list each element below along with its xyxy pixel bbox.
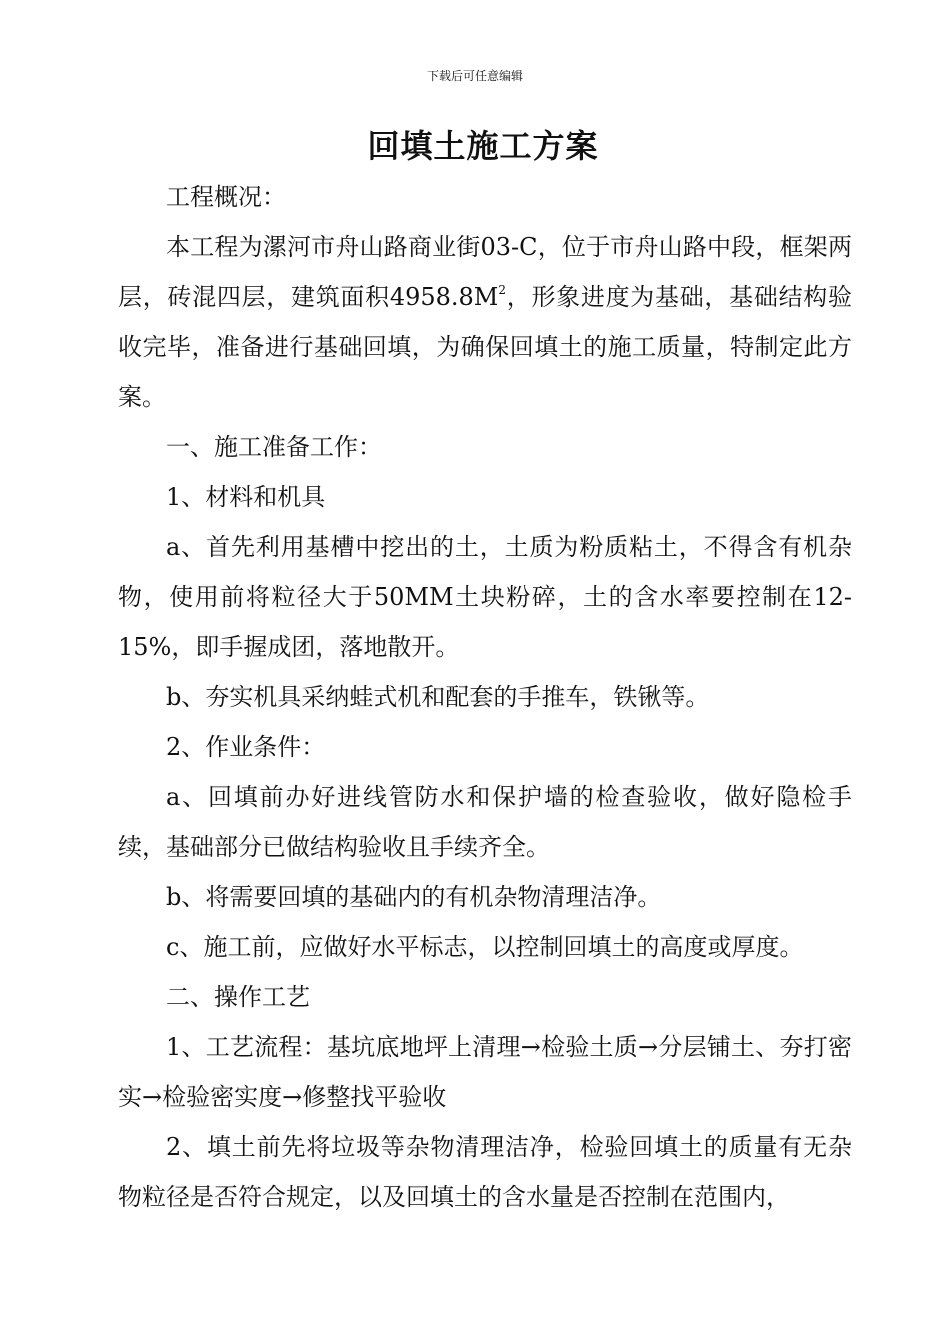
overview-text-a: 本工程为漯河市舟山路商业街03-C，位于市舟山路中段，框架两层，砖混四层，建筑面积4958.8M	[118, 233, 852, 311]
document-title: 回填土施工方案	[367, 127, 599, 165]
s1-item2-b: b、将需要回填的基础内的有机杂物清理洁净。	[166, 883, 662, 911]
s1-item1-a: a、首先利用基槽中挖出的土，土质为粉质粘土，不得含有机杂物，使用前将粒径大于50MM土块粉碎，土的含水率要控制在12-15%，即手握成团，落地散开。	[118, 533, 852, 661]
s1-item2-heading: 2、作业条件：	[166, 733, 326, 761]
overview-text-b: ，形象进度为基础，基础结构验收完毕，准备进行基础回填，为确保回填土的施工质量，特制定此方案。	[118, 283, 852, 411]
s1-item1-b: b、夯实机具采纳蛙式机和配套的手推车，铁锹等。	[166, 683, 710, 711]
s1-item2-c: c、施工前，应做好水平标志，以控制回填土的高度或厚度。	[166, 933, 804, 961]
section-2-heading: 二、操作工艺	[166, 983, 310, 1011]
area-unit-superscript: 2	[498, 283, 507, 297]
overview-paragraph	[118, 222, 852, 422]
overview-heading: 工程概况：	[166, 183, 286, 211]
document-body	[118, 172, 852, 1222]
s1-item1-heading: 1、材料和机具	[166, 483, 326, 511]
s2-item1: 1、工艺流程：基坑底地坪上清理→检验土质→分层铺土、夯打密实→检验密实度→修整找平验收	[118, 1033, 852, 1111]
header-note: 下载后可任意编辑	[426, 69, 523, 83]
s2-item2: 2、填土前先将垃圾等杂物清理洁净，检验回填土的质量有无杂物粒径是否符合规定，以及回填土的含水量是否控制在范围内，	[118, 1133, 852, 1211]
section-1-heading: 一、施工准备工作：	[166, 433, 382, 461]
s1-item2-a: a、回填前办好进线管防水和保护墙的检查验收，做好隐检手续，基础部分已做结构验收且手续齐全。	[118, 783, 852, 861]
